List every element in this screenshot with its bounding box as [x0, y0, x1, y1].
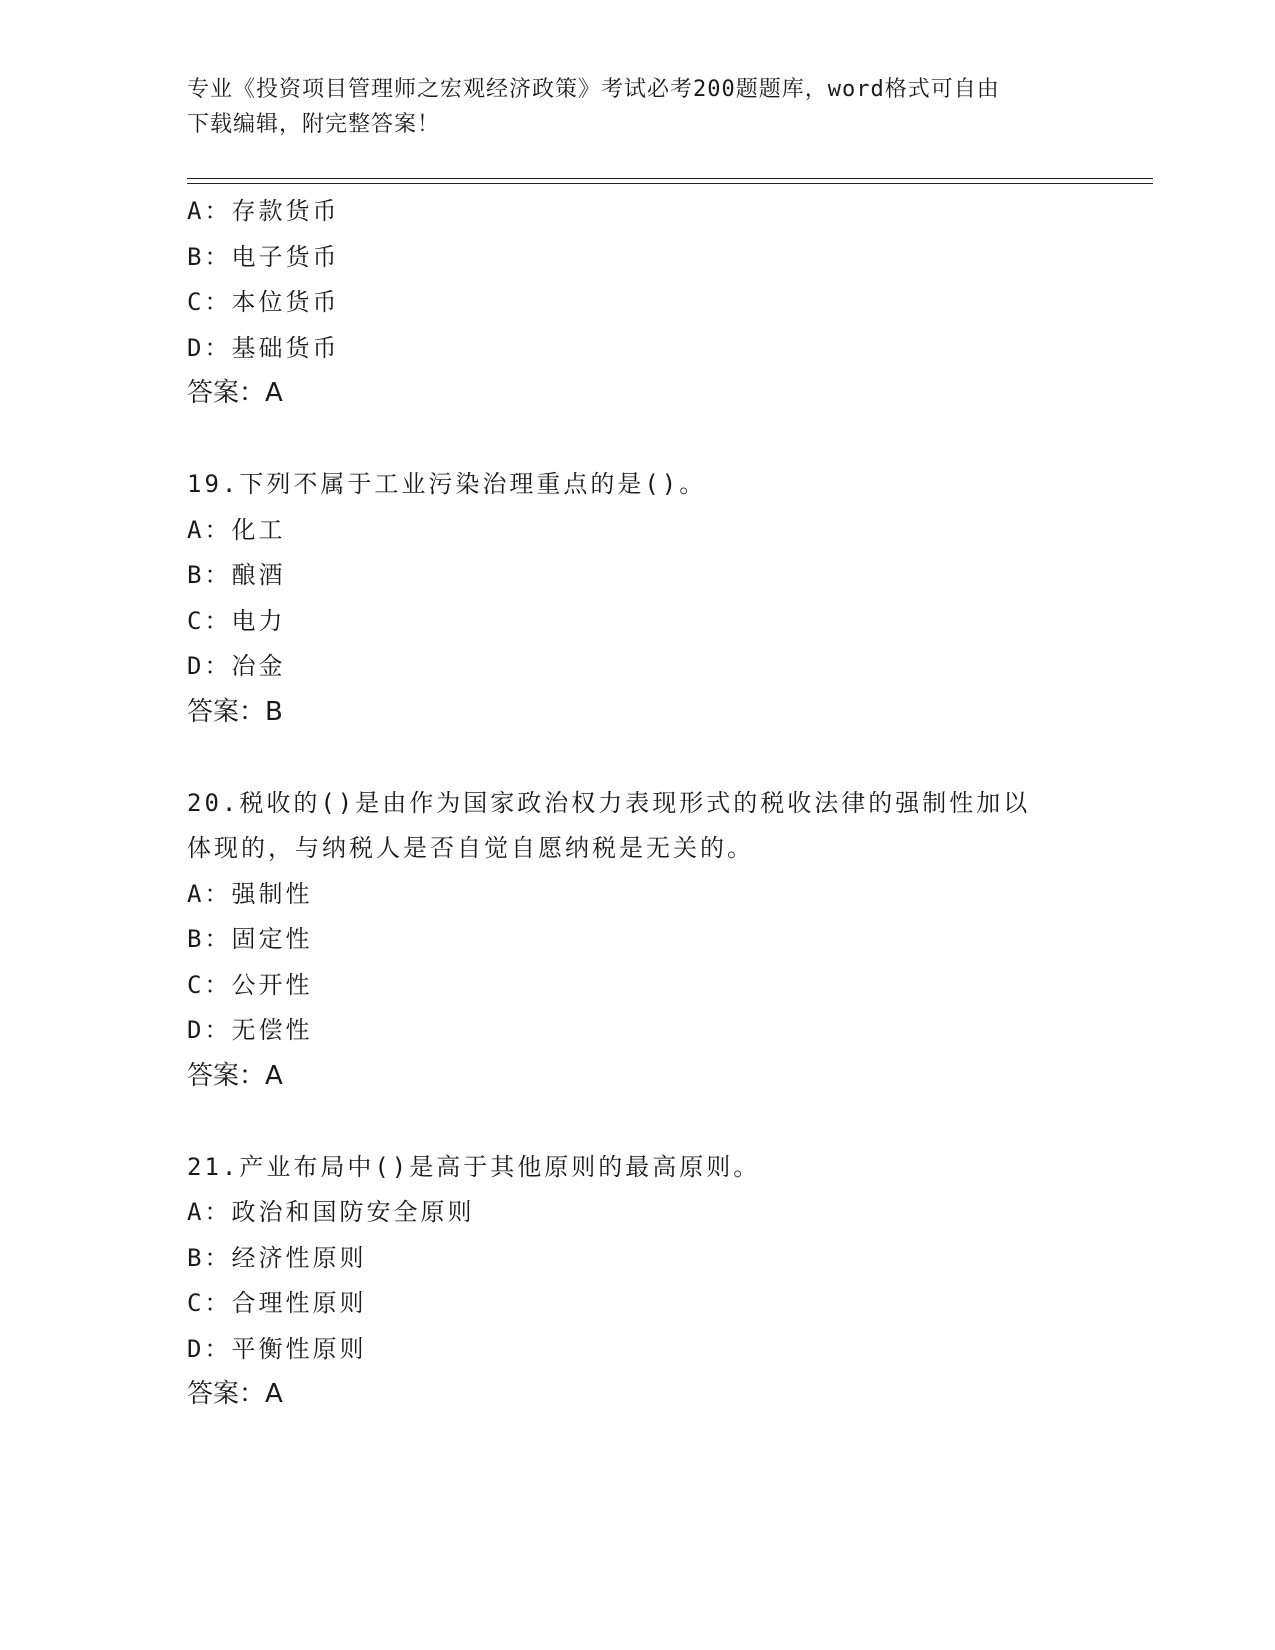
option-a: A：政治和国防安全原则 [187, 1198, 475, 1226]
answer: 答案：A [187, 1379, 283, 1409]
question-18 [187, 189, 1087, 417]
answer: 答案：A [187, 1060, 283, 1091]
header-divider [187, 178, 1153, 184]
option-a: A：强制性 [187, 879, 313, 908]
header-title-line-1: 专业《投资项目管理师之宏观经济政策》考试必考200题题库，word格式可自由 [187, 77, 1000, 102]
spacer [187, 1099, 1087, 1145]
answer: 答案：A [187, 378, 283, 408]
document-header [187, 72, 1087, 142]
spacer [187, 735, 1087, 781]
spacer [187, 417, 1087, 463]
option-b: B：经济性原则 [187, 1243, 367, 1272]
question-19 [187, 462, 1087, 735]
question-stem-line-1: 20.税收的()是由作为国家政治权力表现形式的税收法律的强制性加以 [187, 788, 1031, 817]
question-stem-line-2: 体现的，与纳税人是否自觉自愿纳税是无关的。 [187, 834, 754, 862]
option-d: D：基础货币 [187, 333, 340, 362]
option-b: B：酿酒 [187, 561, 286, 589]
question-21 [187, 1145, 1087, 1418]
option-a: A：化工 [187, 515, 286, 544]
option-d: D：冶金 [187, 652, 286, 680]
option-c: C：合理性原则 [187, 1289, 367, 1317]
question-list [187, 189, 1087, 1418]
answer: 答案：B [187, 696, 283, 727]
option-d: D：无偿性 [187, 1016, 313, 1044]
question-20 [187, 781, 1087, 1100]
option-c: C：公开性 [187, 970, 313, 999]
option-c: C：电力 [187, 606, 286, 635]
option-d: D：平衡性原则 [187, 1334, 367, 1363]
option-b: B：电子货币 [187, 242, 340, 271]
question-stem: 21.产业布局中()是高于其他原则的最高原则。 [187, 1152, 761, 1181]
option-c: C：本位货币 [187, 288, 340, 316]
question-stem: 19.下列不属于工业污染治理重点的是()。 [187, 470, 707, 498]
option-b: B：固定性 [187, 925, 313, 953]
option-a: A：存款货币 [187, 197, 340, 225]
header-title-line-2: 下载编辑，附完整答案！ [187, 112, 441, 137]
